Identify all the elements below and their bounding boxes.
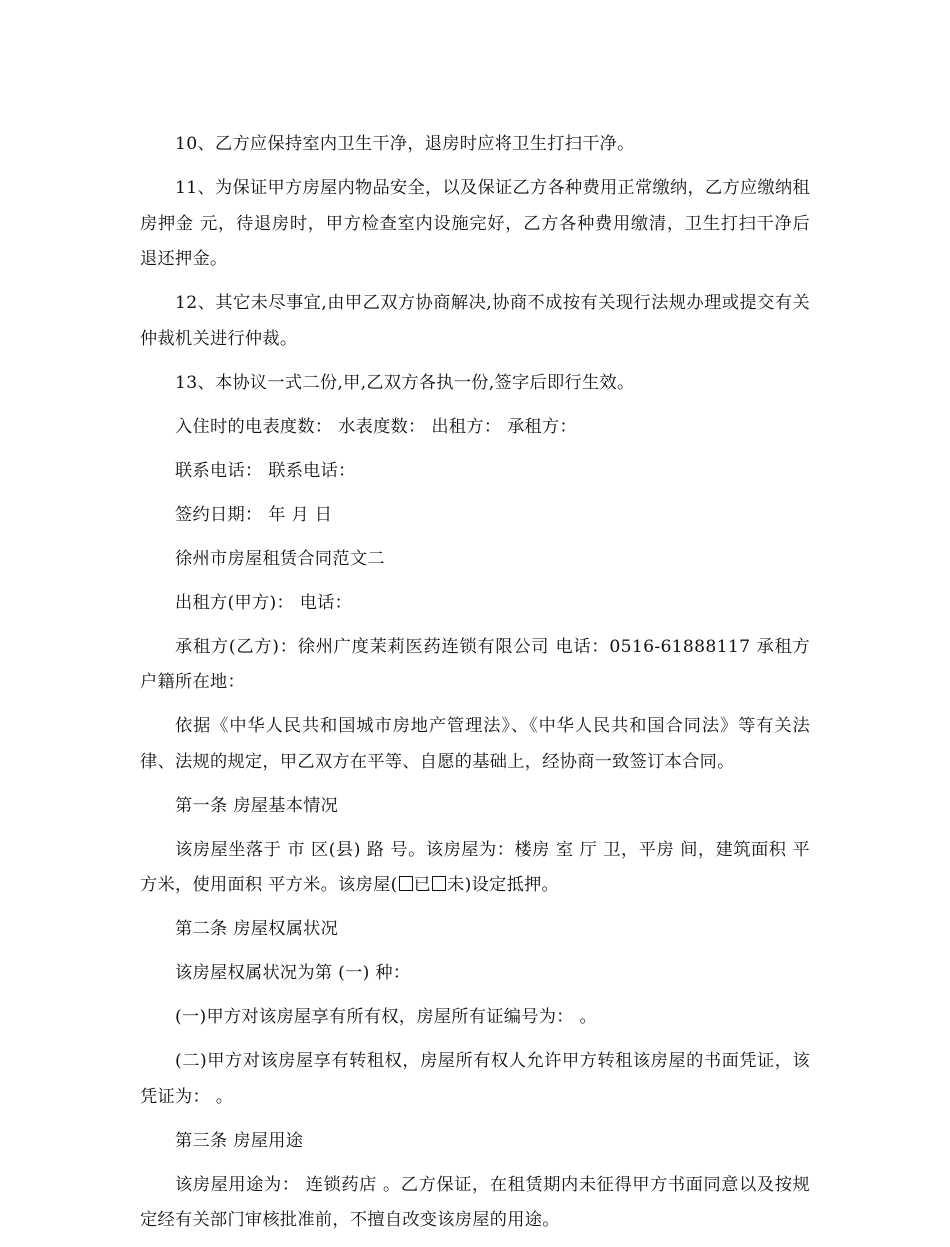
legal-basis-paragraph: 依据《中华人民共和国城市房地产管理法》、《中华人民共和国合同法》等有关法律、法规的规定，甲乙双方在平等、自愿的基础上，经协商一致签订本合同。 xyxy=(140,716,810,772)
contact-phone-line: 联系电话： 联系电话： xyxy=(175,460,356,481)
property-info-paragraph xyxy=(140,833,810,904)
checkbox-icon xyxy=(399,876,413,891)
document-body xyxy=(140,127,810,1247)
property-use-paragraph: 该房屋用途为： 连锁药店 。乙方保证，在租赁期内未征得甲方书面同意以及按规定经有关部门审核批准前，不擅自改变该房屋的用途。 xyxy=(140,1174,810,1230)
ownership-option-1: (一)甲方对该房屋享有所有权，房屋所有证编号为： 。 xyxy=(175,1007,597,1027)
lessee-line: 承租方(乙方)：徐州广度茉莉医药连锁有限公司 电话：0516-61888117 承租方户籍所在地： xyxy=(140,636,810,692)
mortgage-end-text: 未)设定抵押。 xyxy=(447,875,560,895)
article-2-heading: 第二条 房屋权属状况 xyxy=(175,919,339,939)
paragraph-clause-12: 12、其它未尽事宜,由甲乙双方协商解决,协商不成按有关现行法规办理或提交有关仲裁机关进行仲裁。 xyxy=(140,293,810,349)
contract-title: 徐州市房屋租赁合同范文二 xyxy=(175,548,385,569)
paragraph-clause-10: 10、乙方应保持室内卫生干净，退房时应将卫生打扫干净。 xyxy=(175,134,635,154)
article-3-heading: 第三条 房屋用途 xyxy=(175,1130,304,1151)
sign-date-line: 签约日期： 年 月 日 xyxy=(175,504,333,525)
paragraph-clause-13: 13、本协议一式二份,甲,乙双方各执一份,签字后即行生效。 xyxy=(175,372,635,393)
ownership-option-2: (二)甲方对该房屋享有转租权，房屋所有权人允许甲方转租该房屋的书面凭证，该凭证为： 。 xyxy=(140,1051,810,1107)
property-info-text: 该房屋坐落于 市 区(县) 路 号。该房屋为：楼房 室 厅 卫，平房 间，建筑面积 平方米，使用面积 平方米。该房屋( xyxy=(140,839,810,895)
article-1-heading: 第一条 房屋基本情况 xyxy=(175,795,339,816)
mortgage-mid-text: 已 xyxy=(413,875,432,895)
lessor-line: 出租方(甲方)： 电话： xyxy=(175,592,353,613)
ownership-status-line: 该房屋权属状况为第 (一) 种： xyxy=(175,963,411,983)
paragraph-clause-11: 11、为保证甲方房屋内物品安全，以及保证乙方各种费用正常缴纳，乙方应缴纳租房押金 元，待退房时，甲方检查室内设施完好，乙方各种费用缴清，卫生打扫干净后退还押金。 xyxy=(140,178,810,269)
meter-readings-line: 入住时的电表度数： 水表度数： 出租方： 承租方： xyxy=(175,416,578,437)
checkbox-icon xyxy=(432,876,446,891)
